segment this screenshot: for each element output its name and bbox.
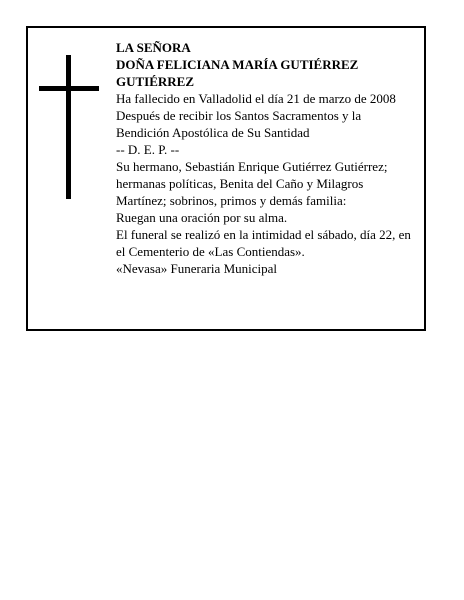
family-line: Su hermano, Sebastián Enrique Gutiérrez Gutiérrez; hermanas políticas, Benita del Caño y Milagros Martínez; sobrinos, primos y demás familia:	[116, 159, 388, 208]
funeral-home: «Nevasa» Funeraria Municipal	[116, 261, 278, 276]
honorific-heading: LA SEÑORA	[116, 40, 191, 55]
cross-vertical-bar	[66, 55, 71, 199]
rip-line: -- D. E. P. --	[116, 142, 180, 157]
sacraments-line: Después de recibir los Santos Sacramentos y la Bendición Apostólica de Su Santidad	[116, 108, 362, 140]
prayer-request: Ruegan una oración por su alma.	[116, 210, 288, 225]
cross-horizontal-bar	[39, 86, 99, 91]
death-announcement: Ha fallecido en Valladolid el día 21 de marzo de 2008	[116, 91, 396, 106]
funeral-details: El funeral se realizó en la intimidad el sábado, día 22, en el Cementerio de «Las Contiendas».	[116, 227, 411, 259]
deceased-name: DOÑA FELICIANA MARÍA GUTIÉRREZ GUTIÉRREZ	[116, 57, 359, 89]
obituary-notice	[26, 26, 426, 331]
cross-icon	[39, 55, 99, 199]
obituary-text	[116, 39, 416, 277]
